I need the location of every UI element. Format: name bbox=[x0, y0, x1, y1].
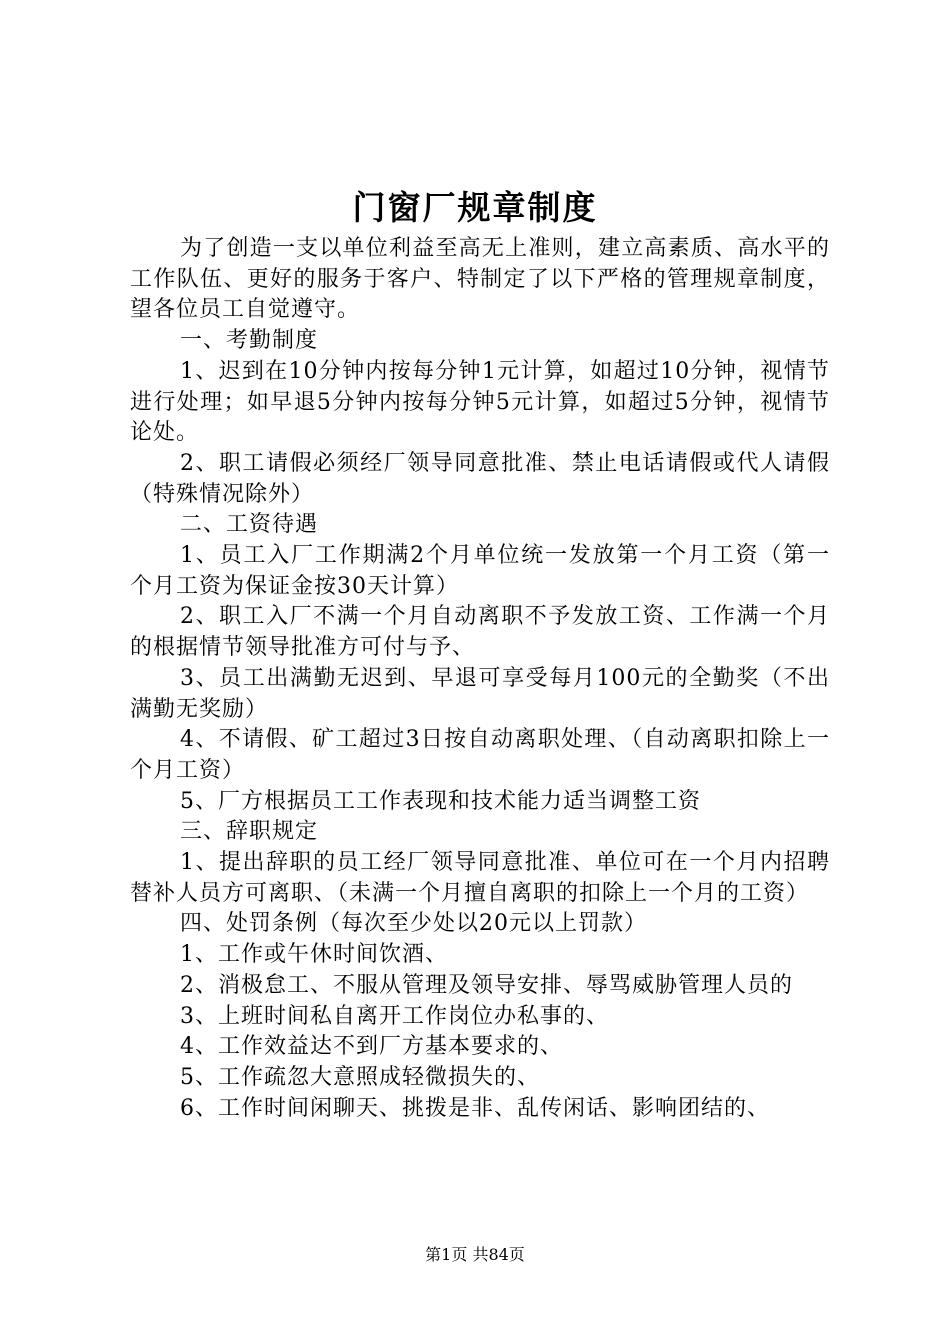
paragraph-item: 3、上班时间私自离开工作岗位办私事的、 bbox=[180, 1003, 609, 1029]
paragraph-item: 5、工作疏忽大意照成轻微损失的、 bbox=[180, 1064, 540, 1090]
paragraph-item: 2、职工入厂不满一个月自动离职不予发放工资、工作满一个月的根据情节领导批准方可付与予、 bbox=[130, 604, 830, 661]
paragraph-item: 2、消极怠工、不服从管理及领导安排、辱骂威胁管理人员的 bbox=[180, 972, 793, 998]
paragraph-item: 5、厂方根据员工工作表现和技术能力适当调整工资 bbox=[180, 788, 701, 814]
paragraph-item: 1、员工入厂工作期满2个月单位统一发放第一个月工资（第一个月工资为保证金按30天计算） bbox=[130, 543, 830, 599]
page-title: 门窗厂规章制度 bbox=[352, 188, 598, 227]
paragraph-item: 1、工作或午休时间饮酒、 bbox=[180, 942, 448, 968]
paragraph-item: 1、迟到在10分钟内按每分钟1元计算，如超过10分钟，视情节进行处理；如早退5分钟内按每分钟5元计算，如超过5分钟，视情节论处。 bbox=[130, 358, 830, 446]
section-heading-penalties: 四、处罚条例（每次至少处以20元以上罚款） bbox=[180, 911, 647, 937]
paragraph-item: 3、员工出满勤无迟到、早退可享受每月100元的全勤奖（不出满勤无奖励） bbox=[130, 665, 830, 722]
section-heading-resignation: 三、辞职规定 bbox=[180, 819, 319, 845]
section-heading-attendance: 一、考勤制度 bbox=[180, 328, 319, 354]
paragraph-item: 4、不请假、矿工超过3日按自动离职处理、（自动离职扣除上一个月工资） bbox=[130, 727, 830, 783]
paragraph-item: 1、提出辞职的员工经厂领导同意批准、单位可在一个月内招聘替补人员方可离职、（未满一个月擅自离职的扣除上一个月的工资） bbox=[130, 850, 830, 906]
section-heading-wages: 二、工资待遇 bbox=[180, 512, 319, 538]
paragraph-item: 6、工作时间闲聊天、挑拨是非、乱传闲话、影响团结的、 bbox=[180, 1095, 770, 1121]
paragraph-item: 2、职工请假必须经厂领导同意批准、禁止电话请假或代人请假（特殊情况除外） bbox=[130, 450, 830, 507]
paragraph-intro: 为了创造一支以单位利益至高无上准则，建立高素质、高水平的工作队伍、更好的服务于客户、特制定了以下严格的管理规章制度，望各位员工自觉遵守。 bbox=[130, 236, 830, 323]
document-body bbox=[130, 234, 830, 1124]
paragraph-item: 4、工作效益达不到厂方基本要求的、 bbox=[180, 1034, 563, 1060]
page-footer: 第1页 共84页 bbox=[425, 1245, 525, 1264]
